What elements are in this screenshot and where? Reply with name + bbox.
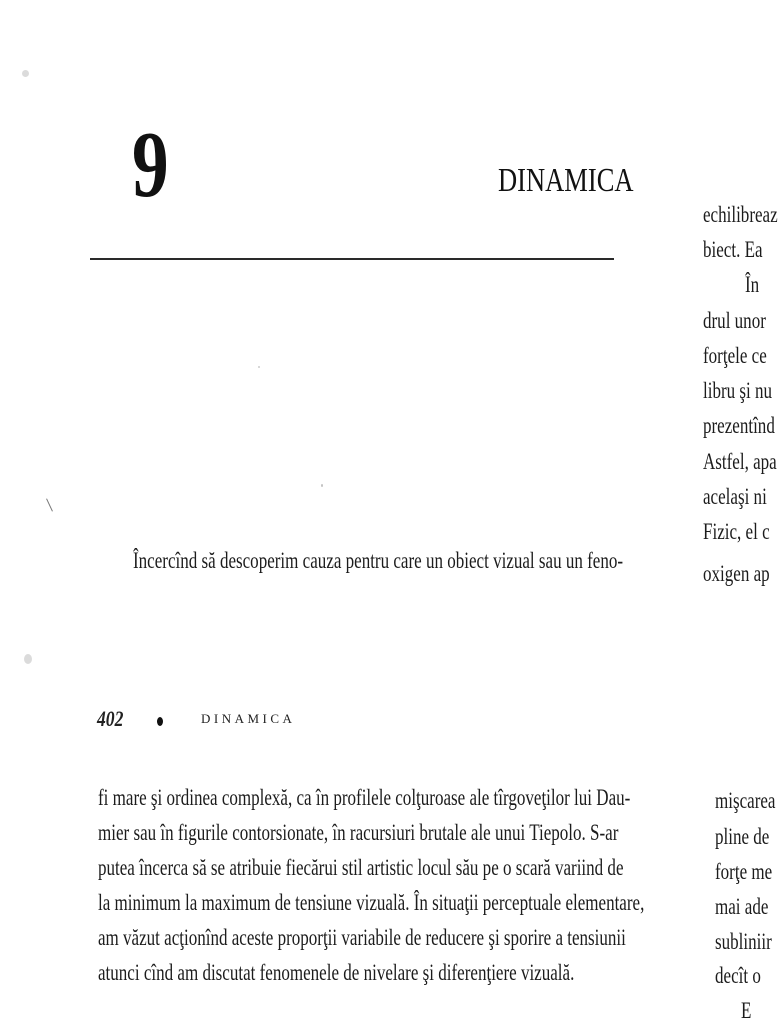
- adjacent-line: oxigen ap: [703, 561, 770, 586]
- adjacent-line: forţe me: [715, 859, 773, 884]
- scan-speck: [258, 366, 260, 368]
- adjacent-line: mişcarea: [715, 788, 776, 813]
- adjacent-line: E: [741, 998, 752, 1023]
- scan-speck: [22, 70, 29, 77]
- adjacent-line: Fizic, el c: [703, 519, 770, 544]
- body-line: am văzut acţionînd aceste proporţii variabile de reducere şi sporire a tensiunii: [98, 925, 626, 950]
- page-number: 402: [97, 706, 124, 731]
- adjacent-page-upper: [697, 198, 778, 586]
- adjacent-line: pline de: [715, 824, 770, 849]
- adjacent-line: forţele ce: [703, 343, 767, 368]
- scan-speck: [24, 654, 32, 664]
- chapter-first-line: Încercînd să descoperim cauza pentru care un obiect vizual sau un feno-: [133, 548, 624, 573]
- adjacent-line: În: [745, 272, 760, 297]
- adjacent-line: echilibreaz: [703, 202, 778, 227]
- adjacent-line: acelaşi ni: [703, 484, 767, 509]
- body-line: fi mare şi ordinea complexă, ca în profilele colţuroase ale tîrgoveţilor lui Dau-: [98, 785, 631, 810]
- chapter-number: 9: [132, 113, 169, 217]
- body-line: atunci cînd am discutat fenomenele de nivelare şi diferenţiere vizuală.: [98, 960, 575, 985]
- adjacent-line: drul unor: [703, 308, 766, 333]
- adjacent-line: prezentînd: [703, 413, 775, 438]
- adjacent-line: Astfel, apa: [703, 449, 777, 474]
- adjacent-line: libru şi nu: [703, 378, 773, 403]
- scan-mark: [46, 498, 53, 511]
- body-line: mier sau în figurile contorsionate, în racursiuri brutale ale unui Tiepolo. S-ar: [98, 820, 619, 845]
- body-line: putea încerca să se atribuie fiecărui stil artistic locul său pe o scară variind de: [98, 855, 624, 880]
- body-line: la minimum la maximum de tensiune vizuală. În situaţii perceptuale elementare,: [98, 890, 645, 915]
- adjacent-line: subliniir: [715, 929, 772, 954]
- chapter-title: DINAMICA: [498, 162, 634, 199]
- adjacent-page-lower: [697, 786, 776, 1024]
- header-bullet: [157, 717, 163, 726]
- running-head: DINAMICA: [201, 711, 296, 726]
- adjacent-line: biect. Ea: [703, 237, 763, 262]
- adjacent-line: mai ade: [715, 894, 769, 919]
- adjacent-line: decît o: [715, 963, 761, 988]
- scan-speck: [321, 484, 323, 487]
- chapter-rule: [90, 258, 614, 260]
